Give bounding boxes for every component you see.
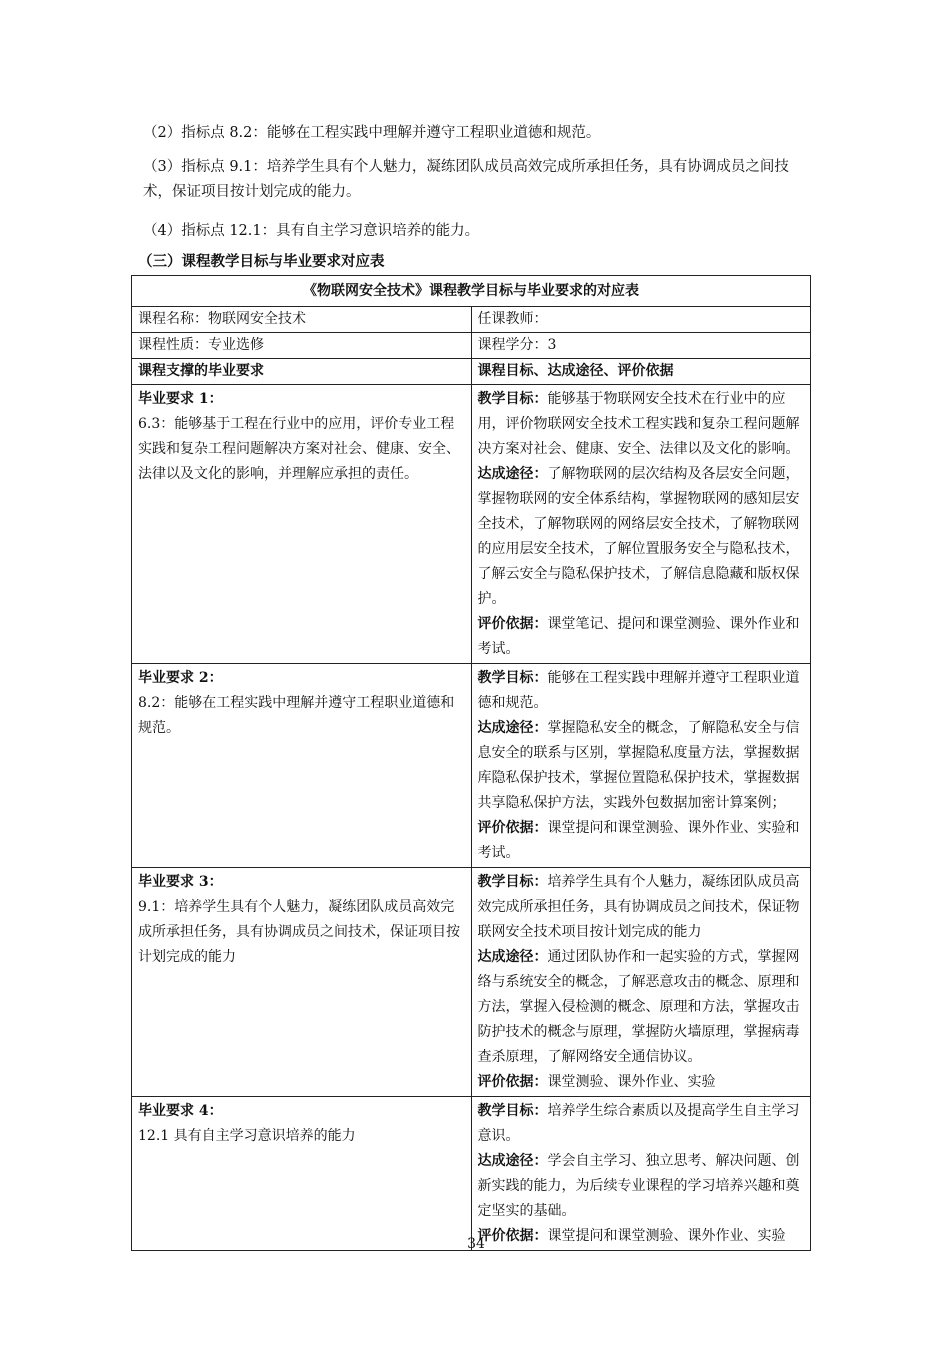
requirement-text: 12.1 具有自主学习意识培养的能力 <box>138 1128 356 1144</box>
table-row <box>132 1097 811 1251</box>
eval-label: 评价依据： <box>477 1074 548 1090</box>
achievement-path <box>478 945 805 1070</box>
path-text: 学会自主学习、独立思考、解决问题、创新实践的能力，为后续专业课程的学习培养兴趣和奠定坚实的基础。 <box>477 1153 800 1219</box>
teacher-cell: 任课教师： <box>471 307 811 333</box>
path-label: 达成途径： <box>477 720 548 736</box>
eval-label: 评价依据： <box>477 1228 548 1244</box>
goal-label: 教学目标： <box>477 1103 548 1119</box>
indicator-9-1-paragraph: （3）指标点 9.1：培养学生具有个人魅力，凝练团队成员高效完成所承担任务，具有协调成员之间技术，保证项目按计划完成的能力。 <box>143 159 789 200</box>
objectives-cell <box>471 664 811 868</box>
teaching-goal <box>478 387 805 462</box>
requirement-text: 6.3：能够基于工程在行业中的应用，评价专业工程实践和复杂工程问题解决方案对社会、健康、安全、法律以及文化的影响，并理解应承担的责任。 <box>138 416 460 482</box>
evaluation-basis <box>478 816 805 866</box>
indicator-8-2-paragraph: （2）指标点 8.2：能够在工程实践中理解并遵守工程职业道德和规范。 <box>143 125 601 141</box>
path-label: 达成途径： <box>477 466 548 482</box>
evaluation-basis <box>478 612 805 662</box>
requirement-text: 9.1：培养学生具有个人魅力，凝练团队成员高效完成所承担任务，具有协调成员之间技术，保证项目按计划完成的能力 <box>138 899 460 965</box>
teaching-goal <box>478 870 805 945</box>
section-heading: （三）课程教学目标与毕业要求对应表 <box>138 253 385 270</box>
header-right-cell: 课程目标、达成途径、评价依据 <box>471 359 811 385</box>
header-left-cell: 课程支撑的毕业要求 <box>132 359 472 385</box>
table-row <box>132 664 811 868</box>
requirement-cell <box>132 868 472 1097</box>
page-number: 34 <box>467 1236 485 1252</box>
eval-text: 课堂提问和课堂测验、课外作业、实验 <box>547 1228 786 1244</box>
path-text: 掌握隐私安全的概念，了解隐私安全与信息安全的联系与区别，掌握隐私度量方法，掌握数据库隐私保护技术，掌握位置隐私保护技术，掌握数据共享隐私保护方法，实践外包数据加密计算案例； <box>477 720 800 811</box>
achievement-path <box>478 462 805 612</box>
requirement-label: 毕业要求 4： <box>138 1103 223 1119</box>
eval-text: 课堂笔记、提问和课堂测验、课外作业和考试。 <box>477 616 800 657</box>
table-row <box>132 868 811 1097</box>
credits-cell: 课程学分：3 <box>471 333 811 359</box>
requirement-text: 8.2：能够在工程实践中理解并遵守工程职业道德和规范。 <box>138 695 455 736</box>
path-label: 达成途径： <box>477 949 548 965</box>
requirement-label: 毕业要求 1： <box>138 391 223 407</box>
achievement-path <box>478 716 805 816</box>
teaching-goal <box>478 666 805 716</box>
mapping-table <box>131 275 811 1251</box>
path-text: 了解物联网的层次结构及各层安全问题，掌握物联网的安全体系结构，掌握物联网的感知层安全技术，了解物联网的网络层安全技术，了解物联网的应用层安全技术，了解位置服务安全与隐私技术，了解云安全与隐私保护技术，了解信息隐藏和版权保护。 <box>477 466 800 607</box>
path-label: 达成途径： <box>477 1153 548 1169</box>
goal-text: 培养学生综合素质以及提高学生自主学习意识。 <box>477 1103 800 1144</box>
requirement-label: 毕业要求 2： <box>138 670 223 686</box>
requirement-cell <box>132 664 472 868</box>
requirement-label: 毕业要求 3： <box>138 874 223 890</box>
goal-label: 教学目标： <box>477 670 548 686</box>
requirement-cell <box>132 1097 472 1251</box>
achievement-path <box>478 1149 805 1224</box>
table-row <box>132 385 811 664</box>
evaluation-basis <box>478 1070 805 1095</box>
goal-label: 教学目标： <box>477 874 548 890</box>
eval-label: 评价依据： <box>477 616 548 632</box>
goal-text: 培养学生具有个人魅力，凝练团队成员高效完成所承担任务，具有协调成员之间技术，保证物联网安全技术项目按计划完成的能力 <box>477 874 800 940</box>
eval-text: 课堂测验、课外作业、实验 <box>547 1074 716 1090</box>
eval-label: 评价依据： <box>477 820 548 836</box>
path-text: 通过团队协作和一起实验的方式，掌握网络与系统安全的概念，了解恶意攻击的概念、原理和方法，掌握入侵检测的概念、原理和方法，掌握攻击防护技术的概念与原理，掌握防火墙原理，掌握病毒查杀原理，了解网络安全通信协议。 <box>477 949 800 1065</box>
eval-text: 课堂提问和课堂测验、课外作业、实验和考试。 <box>477 820 800 861</box>
objectives-cell <box>471 1097 811 1251</box>
indicator-12-1-paragraph: （4）指标点 12.1：具有自主学习意识培养的能力。 <box>143 223 480 239</box>
objectives-cell <box>471 868 811 1097</box>
teaching-goal <box>478 1099 805 1149</box>
course-nature-cell: 课程性质：专业选修 <box>132 333 472 359</box>
goal-text: 能够基于物联网安全技术在行业中的应用，评价物联网安全技术工程实践和复杂工程问题解决方案对社会、健康、安全、法律以及文化的影响。 <box>477 391 800 457</box>
goal-label: 教学目标： <box>477 391 548 407</box>
table-title: 《物联网安全技术》课程教学目标与毕业要求的对应表 <box>132 276 811 307</box>
course-name-cell: 课程名称：物联网安全技术 <box>132 307 472 333</box>
goal-text: 能够在工程实践中理解并遵守工程职业道德和规范。 <box>477 670 800 711</box>
requirement-cell <box>132 385 472 664</box>
objectives-cell <box>471 385 811 664</box>
